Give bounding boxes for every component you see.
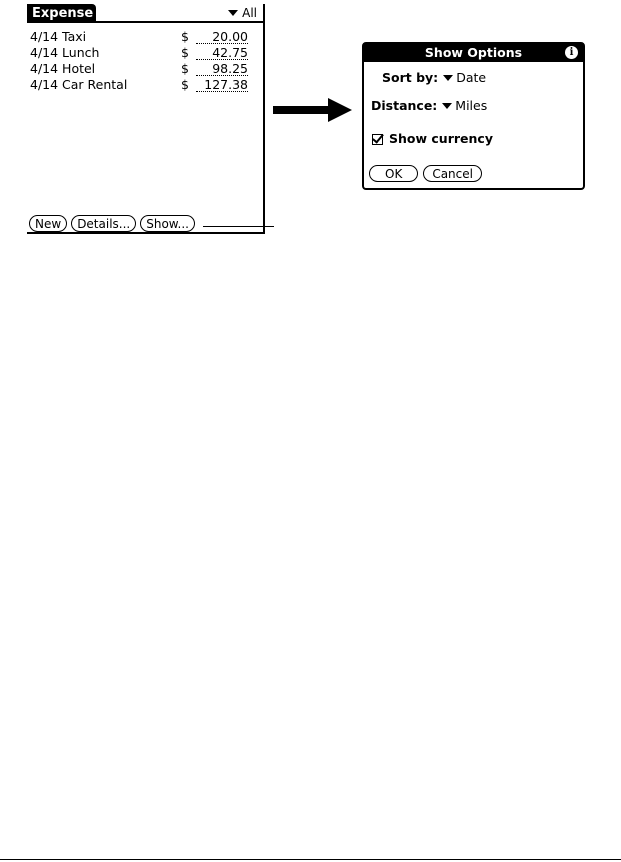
show-currency-label: Show currency	[389, 131, 493, 146]
list-item[interactable]	[30, 77, 256, 93]
distance-value: Miles	[455, 98, 488, 113]
title-bar	[27, 4, 263, 23]
expense-amount[interactable]: 42.75	[196, 45, 248, 60]
sort-by-row	[382, 70, 486, 86]
expense-amount[interactable]: 127.38	[196, 77, 248, 92]
show-options-dialog	[362, 42, 585, 190]
sort-by-picker[interactable]	[443, 70, 486, 86]
currency-symbol: $	[181, 61, 189, 76]
list-item[interactable]	[30, 29, 256, 45]
arrow-right-icon	[273, 106, 329, 114]
expense-list	[30, 29, 256, 93]
currency-symbol: $	[181, 29, 189, 44]
callout-leader-line	[203, 226, 274, 227]
cancel-button[interactable]: Cancel	[423, 165, 482, 182]
dialog-title: Show Options	[424, 45, 523, 60]
expense-amount[interactable]: 98.25	[196, 61, 248, 76]
sort-by-label: Sort by:	[382, 70, 439, 85]
distance-label: Distance:	[371, 98, 438, 113]
expense-amount[interactable]: 20.00	[196, 29, 248, 44]
new-button[interactable]: New	[29, 215, 67, 232]
arrow-head-icon	[328, 98, 352, 122]
dialog-title-bar	[364, 44, 583, 62]
sort-by-value: Date	[456, 70, 487, 85]
distance-row	[371, 98, 487, 114]
currency-symbol: $	[181, 45, 189, 60]
show-currency-checkbox[interactable]	[372, 134, 383, 145]
dropdown-triangle-icon	[442, 103, 452, 109]
info-icon[interactable]: i	[565, 46, 578, 59]
category-value: All	[242, 6, 257, 20]
expense-description: 4/14 Lunch	[30, 45, 100, 60]
list-item[interactable]	[30, 61, 256, 77]
expense-screen	[27, 4, 265, 234]
expense-description: 4/14 Taxi	[30, 29, 87, 44]
app-title[interactable]: Expense	[27, 4, 96, 23]
details-button[interactable]: Details...	[71, 215, 136, 232]
list-item[interactable]	[30, 45, 256, 61]
dialog-button-bar	[369, 165, 482, 182]
expense-description: 4/14 Hotel	[30, 61, 96, 76]
dropdown-triangle-icon	[443, 75, 453, 81]
dropdown-triangle-icon	[228, 10, 238, 16]
currency-symbol: $	[181, 77, 189, 92]
show-button[interactable]: Show...	[140, 215, 195, 232]
category-picker[interactable]	[228, 5, 257, 21]
show-currency-row[interactable]	[372, 131, 498, 147]
button-bar	[29, 215, 195, 232]
footer-divider	[0, 859, 621, 860]
ok-button[interactable]: OK	[369, 165, 418, 182]
expense-description: 4/14 Car Rental	[30, 77, 128, 92]
distance-picker[interactable]	[442, 98, 487, 114]
